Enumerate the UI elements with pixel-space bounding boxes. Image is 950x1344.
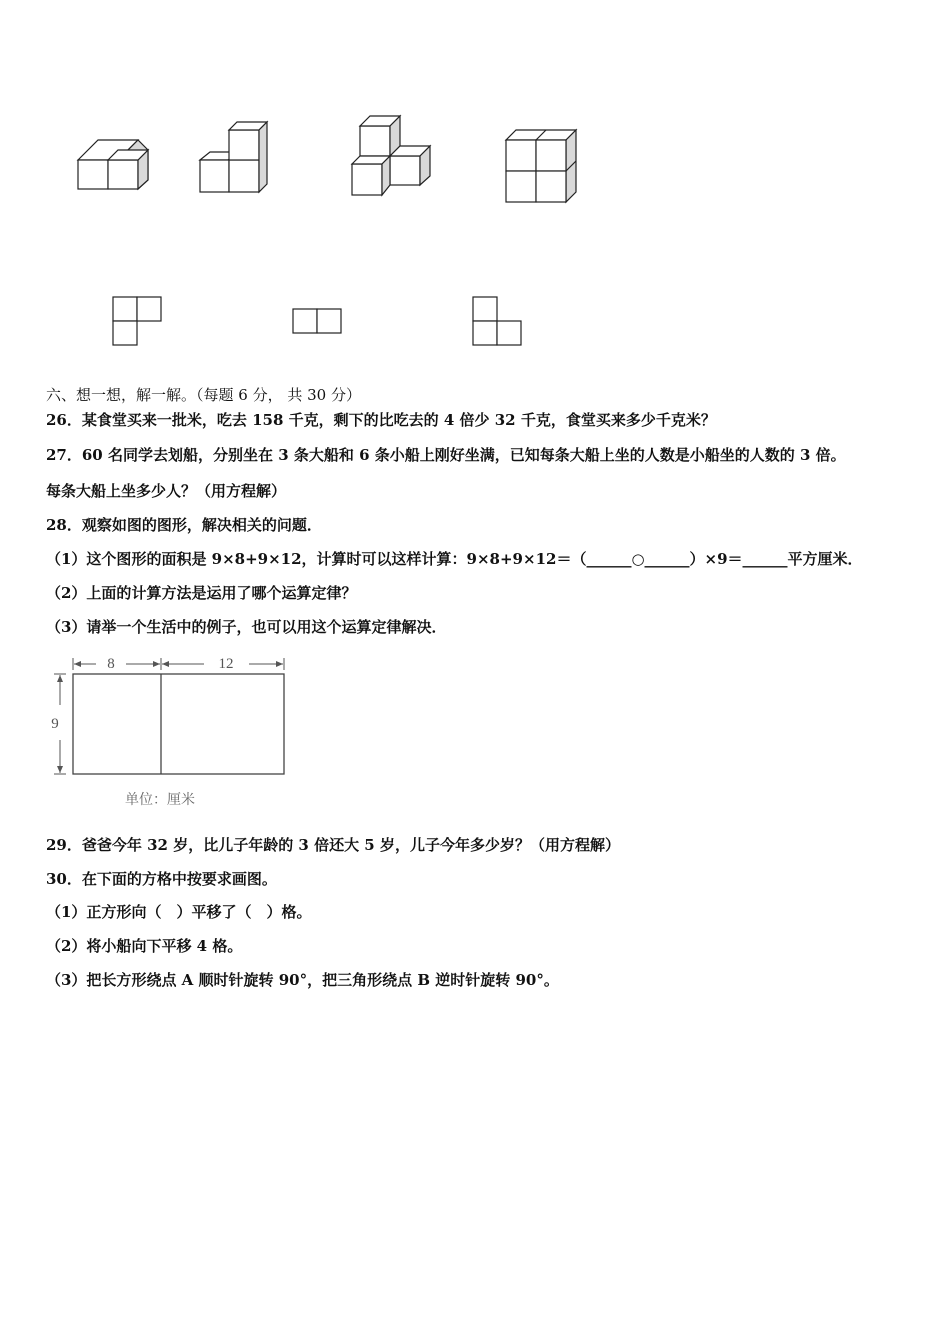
section-heading: 六、想一想，解一解。（每题 6 分， 共 30 分） <box>46 386 361 404</box>
question-30-part-3: （3）把长方形绕点 A 顺时针旋转 90°，把三角形绕点 B 逆时针旋转 90°。 <box>46 971 559 989</box>
question-30-part-1: （1）正方形向（ ）平移了（ ）格。 <box>46 903 312 921</box>
question-28-part-3: （3）请举一个生活中的例子，也可以用这个运算定律解决． <box>46 618 447 636</box>
question-27-line-1: 27．60 名同学去划船，分别坐在 3 条大船和 6 条小船上刚好坐满，已知每条大船上坐的人数是小船坐的人数的 3 倍。 <box>46 446 846 464</box>
question-28-part-1: （1）这个图形的面积是 9×8+9×12，计算时可以这样计算：9×8+9×12＝（______○______）×9＝______平方厘米． <box>46 550 863 568</box>
cube-figure-4 <box>500 124 585 206</box>
rectangle-figure-28 <box>44 650 294 815</box>
question-28: 28．观察如图的图形，解决相关的问题． <box>46 516 322 534</box>
view-shape-3 <box>470 294 525 349</box>
unit-label: 单位：厘米 <box>125 793 195 808</box>
question-26: 26．某食堂买来一批米，吃去 158 千克，剩下的比吃去的 4 倍少 32 千克，食堂买来多少千克米？ <box>46 411 716 429</box>
question-27-line-2: 每条大船上坐多少人？（用方程解） <box>46 482 287 500</box>
cube-figure-2 <box>192 118 282 200</box>
question-29: 29．爸爸今年 32 岁，比儿子年龄的 3 倍还大 5 岁，儿子今年多少岁？（用方程解） <box>46 836 620 854</box>
cube-figure-3 <box>344 108 439 200</box>
view-shape-2 <box>290 306 345 338</box>
view-shape-1 <box>110 294 165 349</box>
question-28-part-2: （2）上面的计算方法是运用了哪个运算定律？ <box>46 584 357 602</box>
dimension-label-12: 12 <box>218 656 234 672</box>
question-30-part-2: （2）将小船向下平移 4 格。 <box>46 937 243 955</box>
question-30: 30．在下面的方格中按要求画图。 <box>46 870 277 888</box>
cube-figure-1 <box>70 130 160 200</box>
dimension-label-9: 9 <box>51 716 59 732</box>
dimension-label-8: 8 <box>107 656 115 672</box>
